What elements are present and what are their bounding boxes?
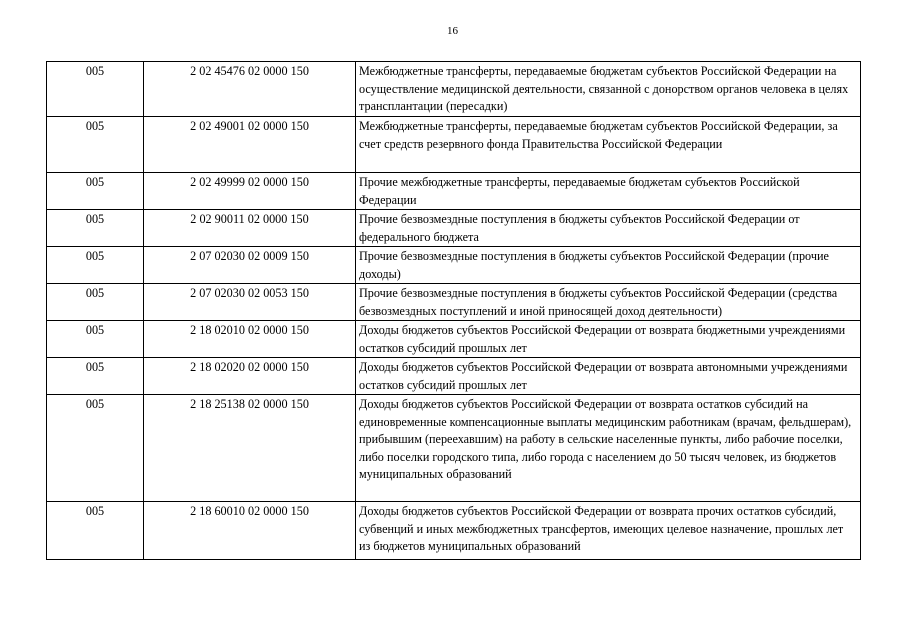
admin-code-cell: 005 (47, 173, 144, 210)
admin-code-cell: 005 (47, 502, 144, 560)
income-name-cell: Доходы бюджетов субъектов Российской Федерации от возврата бюджетными учреждениями остатков субсидий прошлых лет (356, 321, 861, 358)
budget-code-cell: 2 18 02010 02 0000 150 (144, 321, 356, 358)
table-row (47, 62, 861, 117)
budget-code-cell: 2 02 90011 02 0000 150 (144, 210, 356, 247)
table-row (47, 284, 861, 321)
budget-code-cell: 2 18 02020 02 0000 150 (144, 358, 356, 395)
table-row (47, 173, 861, 210)
budget-code-cell: 2 02 49001 02 0000 150 (144, 117, 356, 173)
income-name-cell: Межбюджетные трансферты, передаваемые бюджетам субъектов Российской Федерации на осуществление медицинской деятельности, связанной с донорством органов человека в целях трансплантации (пересадки) (356, 62, 861, 117)
page-number: 16 (447, 25, 458, 37)
income-name-cell: Межбюджетные трансферты, передаваемые бюджетам субъектов Российской Федерации, за счет средств резервного фонда Правительства Российской Федерации (356, 117, 861, 173)
admin-code-cell: 005 (47, 117, 144, 173)
table-row (47, 210, 861, 247)
admin-code-cell: 005 (47, 247, 144, 284)
budget-code-cell: 2 02 45476 02 0000 150 (144, 62, 356, 117)
income-name-cell: Доходы бюджетов субъектов Российской Федерации от возврата остатков субсидий на единовременные компенсационные выплаты медицинским работникам (врачам, фельдшерам), прибывшим (переехавшим) на работу в сельские населенные пункты, либо рабочие поселки, либо поселки городского типа, либо города с населением до 50 тысяч человек, из бюджетов муниципальных образований (356, 395, 861, 502)
admin-code-cell: 005 (47, 210, 144, 247)
admin-code-cell: 005 (47, 284, 144, 321)
income-name-cell: Прочие межбюджетные трансферты, передаваемые бюджетам субъектов Российской Федерации (356, 173, 861, 210)
table-row (47, 247, 861, 284)
admin-code-cell: 005 (47, 395, 144, 502)
budget-code-cell: 2 18 25138 02 0000 150 (144, 395, 356, 502)
budget-code-cell: 2 07 02030 02 0009 150 (144, 247, 356, 284)
income-name-cell: Доходы бюджетов субъектов Российской Федерации от возврата автономными учреждениями остатков субсидий прошлых лет (356, 358, 861, 395)
income-name-cell: Доходы бюджетов субъектов Российской Федерации от возврата прочих остатков субсидий, субвенций и иных межбюджетных трансфертов, имеющих целевое назначение, прошлых лет из бюджетов муниципальных образований (356, 502, 861, 560)
table-row (47, 502, 861, 560)
budget-code-cell: 2 18 60010 02 0000 150 (144, 502, 356, 560)
table-row (47, 321, 861, 358)
admin-code-cell: 005 (47, 62, 144, 117)
table-row (47, 395, 861, 502)
budget-code-cell: 2 02 49999 02 0000 150 (144, 173, 356, 210)
admin-code-cell: 005 (47, 321, 144, 358)
budget-code-cell: 2 07 02030 02 0053 150 (144, 284, 356, 321)
admin-code-cell: 005 (47, 358, 144, 395)
income-name-cell: Прочие безвозмездные поступления в бюджеты субъектов Российской Федерации от федерального бюджета (356, 210, 861, 247)
budget-classification-table (46, 61, 861, 560)
income-name-cell: Прочие безвозмездные поступления в бюджеты субъектов Российской Федерации (прочие доходы) (356, 247, 861, 284)
table-row (47, 117, 861, 173)
table-row (47, 358, 861, 395)
income-name-cell: Прочие безвозмездные поступления в бюджеты субъектов Российской Федерации (средства безвозмездных поступлений и иной приносящей доход деятельности) (356, 284, 861, 321)
